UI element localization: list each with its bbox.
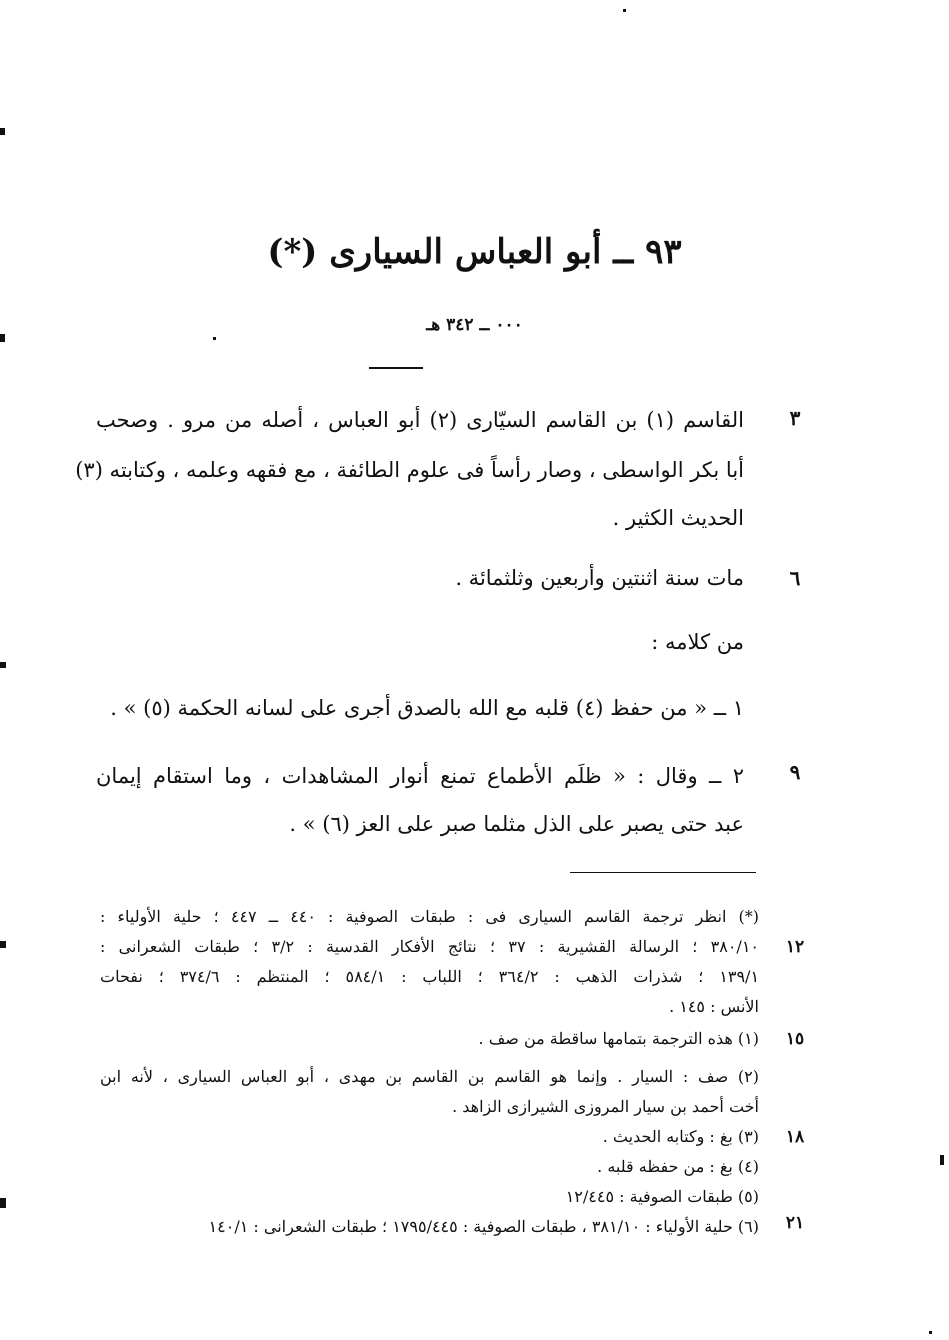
footnote-line: (٣) بغ : وكتابه الحديث . — [602, 1127, 759, 1146]
body-line: ١ ــ « من حفظ (٤) قلبه مع الله بالصدق أجرى على لسانه الحكمة (٥) » . — [110, 696, 744, 720]
body-line: الحديث الكثير . — [612, 506, 744, 530]
footnote-rule — [570, 872, 756, 873]
scan-speck — [929, 1331, 932, 1334]
scan-speck — [0, 662, 6, 668]
body-line: من كلامه : — [651, 630, 744, 654]
scan-speck — [0, 128, 5, 135]
scan-speck — [213, 337, 216, 340]
body-line: عبد حتى يصبر على الذل مثلما صبر على العز (٦) » . — [289, 812, 744, 836]
footnote-line-number: ١٥ — [785, 1029, 805, 1049]
footnote-line: (*) انظر ترجمة القاسم السيارى فى : طبقات الصوفية : ٤٤٠ ــ ٤٤٧ ؛ حلية الأولياء : — [100, 907, 759, 926]
footnote-line: ١٣٩/١ ؛ شذرات الذهب : ٣٦٤/٢ ؛ اللباب : ٥٨٤/١ ؛ المنتظم : ٣٧٤/٦ ؛ نفحات — [100, 967, 760, 986]
footnote-line: الأنس : ١٤٥ . — [669, 997, 759, 1016]
line-number: ٩ — [789, 760, 801, 784]
footnote-line: (٢) صف : السيار . وإنما هو القاسم بن القاسم بن مهدى ، أبو العباس السيارى ، لأنه ابن — [100, 1067, 759, 1086]
scan-speck — [623, 9, 626, 12]
scan-speck — [0, 941, 6, 948]
footnote-line: (٦) حلية الأولياء : ٣٨١/١٠ ، طبقات الصوفية : ١٧٩٥/٤٤٥ ؛ طبقات الشعرانى : ١٤٠/١ — [208, 1217, 759, 1236]
footnote-line: أخت أحمد بن سيار المروزى الشيرازى الزاهد . — [452, 1097, 759, 1116]
footnote-line-number: ١٢ — [785, 937, 805, 957]
entry-title: ٩٣ ــ أبو العباس السيارى (*) — [267, 232, 682, 272]
footnote-line: ٣٨٠/١٠ ؛ الرسالة القشيرية : ٣٧ ؛ نتائج الأفكار القدسية : ٣/٢ ؛ طبقات الشعرانى : — [100, 937, 759, 956]
scan-speck — [0, 334, 5, 342]
scan-speck — [940, 1155, 944, 1165]
footnote-line-number: ١٨ — [785, 1127, 805, 1147]
line-number: ٣ — [789, 406, 801, 430]
footnote-line: (٥) طبقات الصوفية : ١٢/٤٤٥ — [565, 1187, 759, 1206]
title-rule — [369, 367, 423, 369]
scan-speck — [0, 1198, 6, 1208]
line-number: ٦ — [789, 566, 801, 590]
body-line: مات سنة اثنتين وأربعين وثلثمائة . — [455, 566, 744, 590]
body-line: أبا بكر الواسطى ، وصار رأساً فى علوم الطائفة ، مع فقهه وعلمه ، وكتابته (٣) — [75, 458, 744, 482]
entry-dates: ٠٠٠ ــ ٣٤٢ هـ — [426, 315, 523, 335]
footnote-line-number: ٢١ — [785, 1213, 805, 1233]
footnote-line: (١) هذه الترجمة بتمامها ساقطة من صف . — [478, 1029, 759, 1048]
body-line: القاسم (١) بن القاسم السيّارى (٢) أبو العباس ، أصله من مرو . وصحب — [96, 408, 745, 432]
footnote-line: (٤) بغ : من حفظه قلبه . — [597, 1157, 759, 1176]
body-line: ٢ ــ وقال : « ظلَم الأطماع تمنع أنوار المشاهدات ، وما استقام إيمان — [96, 764, 744, 788]
